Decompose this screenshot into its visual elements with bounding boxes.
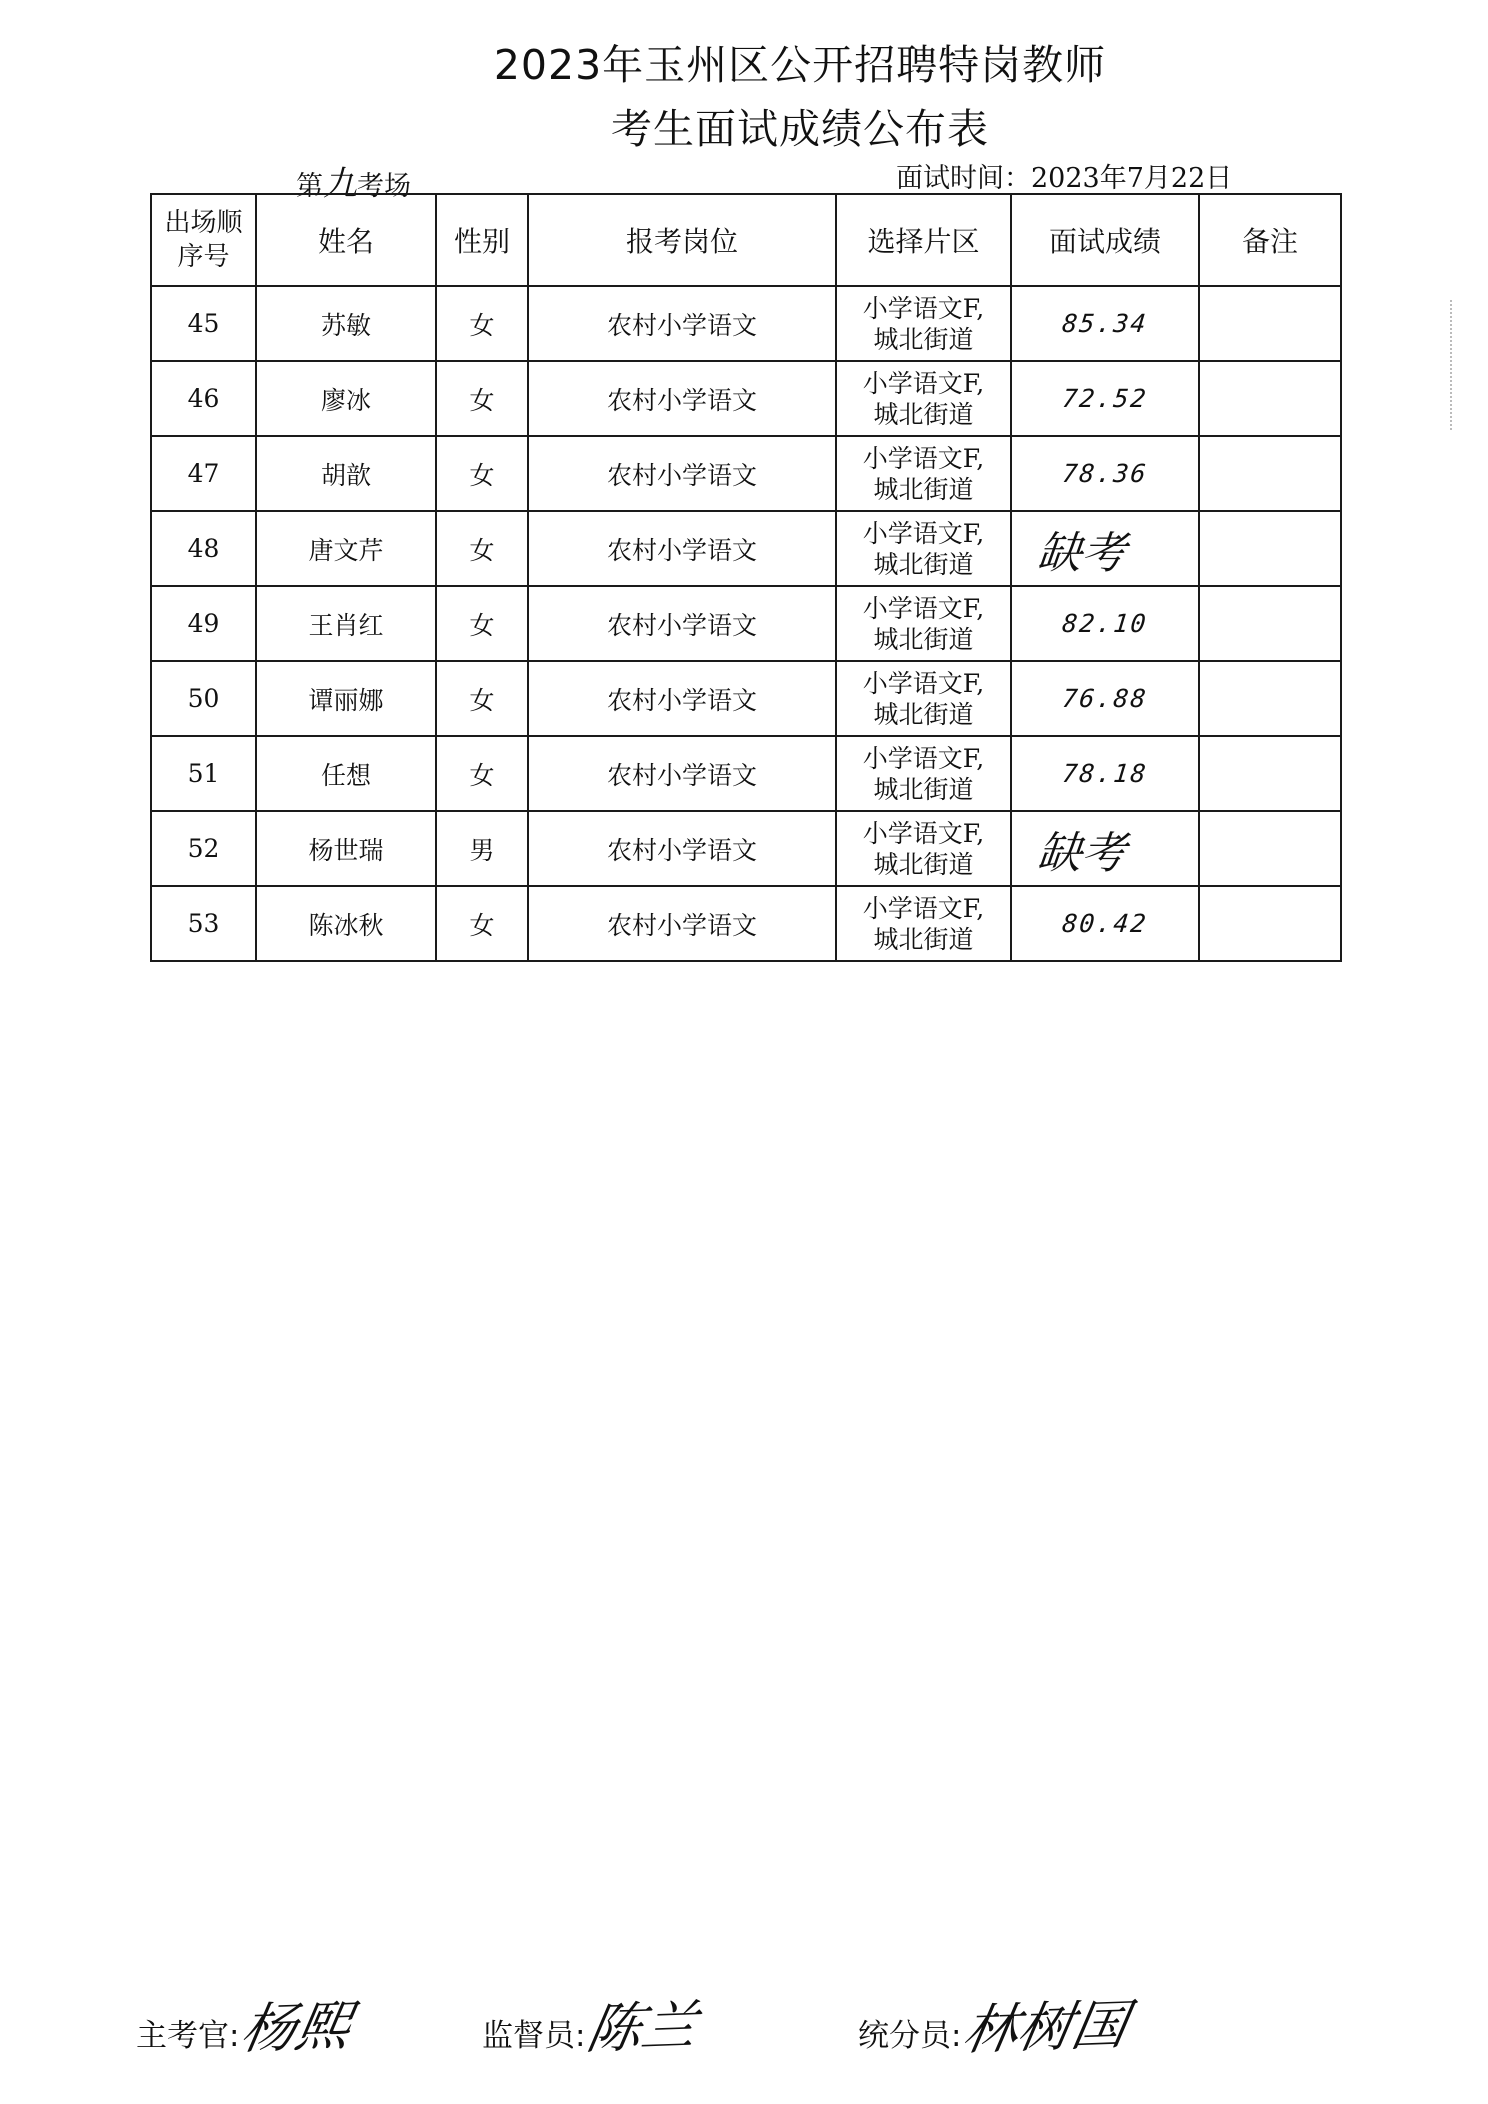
room-number: 九 — [323, 164, 357, 204]
cell-area — [836, 811, 1011, 886]
cell-area — [836, 886, 1011, 961]
cell-name: 胡歆 — [256, 436, 436, 511]
table-row — [151, 811, 1341, 886]
interview-date — [896, 156, 1232, 195]
date-value: 2023年7月22日 — [1031, 163, 1233, 194]
examiner-label: 主考官: — [136, 2018, 240, 2054]
cell-name: 陈冰秋 — [256, 886, 436, 961]
table-row — [151, 586, 1341, 661]
table-row — [151, 661, 1341, 736]
area-line1: 小学语文F, — [862, 668, 985, 698]
table-row — [151, 886, 1341, 961]
cell-gender: 女 — [436, 361, 528, 436]
cell-score: 78.36 — [1007, 436, 1203, 511]
area-line1: 小学语文F, — [862, 593, 985, 623]
cell-name: 王肖红 — [256, 586, 436, 661]
area-line2: 城北街道 — [873, 924, 974, 954]
scorer-signature: 林树国 — [958, 1993, 1133, 2062]
scorer-signature-block — [858, 1985, 1133, 2062]
area-line1: 小学语文F, — [862, 443, 985, 473]
cell-note — [1199, 436, 1341, 511]
cell-post: 农村小学语文 — [528, 811, 836, 886]
table-row — [151, 286, 1341, 361]
area-line2: 城北街道 — [873, 774, 974, 804]
area-line1: 小学语文F, — [862, 893, 985, 923]
room-prefix: 第 — [296, 171, 323, 202]
cell-score: 76.88 — [1007, 661, 1203, 736]
cell-gender: 女 — [436, 586, 528, 661]
scorer-label: 统分员: — [858, 2018, 962, 2054]
cell-seq: 48 — [151, 511, 256, 586]
area-line2: 城北街道 — [873, 624, 974, 654]
cell-score: 78.18 — [1007, 736, 1203, 811]
room-suffix: 考场 — [357, 171, 411, 202]
cell-post: 农村小学语文 — [528, 361, 836, 436]
area-line1: 小学语文F, — [862, 518, 985, 548]
cell-score: 缺考 — [1007, 811, 1203, 886]
table-row — [151, 361, 1341, 436]
cell-area — [836, 436, 1011, 511]
examiner-signature-block — [136, 1985, 357, 2062]
table-row — [151, 511, 1341, 586]
date-label: 面试时间： — [896, 163, 1031, 194]
document-subtitle: 考生面试成绩公布表 — [611, 105, 989, 153]
area-line2: 城北街道 — [873, 324, 974, 354]
cell-post: 农村小学语文 — [528, 511, 836, 586]
col-header-score: 面试成绩 — [1011, 194, 1199, 286]
cell-seq: 53 — [151, 886, 256, 961]
cell-name: 廖冰 — [256, 361, 436, 436]
cell-name: 杨世瑞 — [256, 811, 436, 886]
cell-name: 唐文芹 — [256, 511, 436, 586]
cell-gender: 女 — [436, 886, 528, 961]
cell-gender: 女 — [436, 661, 528, 736]
cell-seq: 49 — [151, 586, 256, 661]
col-header-gender: 性别 — [436, 194, 528, 286]
cell-note — [1199, 811, 1341, 886]
col-header-post: 报考岗位 — [528, 194, 836, 286]
cell-score: 72.52 — [1007, 361, 1203, 436]
cell-note — [1199, 361, 1341, 436]
cell-score: 80.42 — [1007, 886, 1203, 961]
col-header-note: 备注 — [1199, 194, 1341, 286]
area-line1: 小学语文F, — [862, 743, 985, 773]
cell-post: 农村小学语文 — [528, 886, 836, 961]
cell-post: 农村小学语文 — [528, 661, 836, 736]
examiner-signature: 杨熙 — [236, 1994, 357, 2061]
cell-gender: 男 — [436, 811, 528, 886]
cell-gender: 女 — [436, 736, 528, 811]
area-line2: 城北街道 — [873, 849, 974, 879]
document-title: 2023年玉州区公开招聘特岗教师 — [493, 41, 1107, 89]
cell-score: 85.34 — [1007, 286, 1203, 361]
area-line2: 城北街道 — [873, 699, 974, 729]
area-line1: 小学语文F, — [862, 293, 985, 323]
supervisor-label: 监督员: — [482, 2018, 586, 2054]
cell-note — [1199, 511, 1341, 586]
cell-post: 农村小学语文 — [528, 436, 836, 511]
cell-note — [1199, 886, 1341, 961]
score-table — [150, 193, 1342, 962]
col-header-area: 选择片区 — [836, 194, 1011, 286]
supervisor-signature: 陈兰 — [582, 1994, 703, 2061]
cell-area — [836, 361, 1011, 436]
table-row — [151, 436, 1341, 511]
col-header-seq-line2: 序号 — [177, 242, 230, 272]
area-line1: 小学语文F, — [862, 368, 985, 398]
table-header-row — [151, 194, 1341, 286]
cell-area — [836, 586, 1011, 661]
col-header-name: 姓名 — [256, 194, 436, 286]
cell-seq: 45 — [151, 286, 256, 361]
cell-area — [836, 736, 1011, 811]
area-line1: 小学语文F, — [862, 818, 985, 848]
cell-name: 苏敏 — [256, 286, 436, 361]
area-line2: 城北街道 — [873, 474, 974, 504]
cell-gender: 女 — [436, 286, 528, 361]
cell-seq: 50 — [151, 661, 256, 736]
cell-seq: 47 — [151, 436, 256, 511]
cell-gender: 女 — [436, 436, 528, 511]
cell-seq: 52 — [151, 811, 256, 886]
cell-note — [1199, 286, 1341, 361]
cell-post: 农村小学语文 — [528, 586, 836, 661]
cell-area — [836, 661, 1011, 736]
cell-score: 82.10 — [1007, 586, 1203, 661]
supervisor-signature-block — [482, 1985, 703, 2062]
cell-post: 农村小学语文 — [528, 736, 836, 811]
cell-post: 农村小学语文 — [528, 286, 836, 361]
cell-note — [1199, 736, 1341, 811]
scan-edge-marks — [1450, 300, 1458, 430]
table-row — [151, 736, 1341, 811]
cell-gender: 女 — [436, 511, 528, 586]
cell-note — [1199, 661, 1341, 736]
cell-name: 任想 — [256, 736, 436, 811]
area-line2: 城北街道 — [873, 399, 974, 429]
cell-score: 缺考 — [1007, 511, 1203, 586]
cell-seq: 46 — [151, 361, 256, 436]
cell-area — [836, 511, 1011, 586]
cell-area — [836, 286, 1011, 361]
col-header-seq — [151, 194, 256, 286]
cell-seq: 51 — [151, 736, 256, 811]
cell-note — [1199, 586, 1341, 661]
cell-name: 谭丽娜 — [256, 661, 436, 736]
area-line2: 城北街道 — [873, 549, 974, 579]
col-header-seq-line1: 出场顺 — [164, 208, 243, 238]
